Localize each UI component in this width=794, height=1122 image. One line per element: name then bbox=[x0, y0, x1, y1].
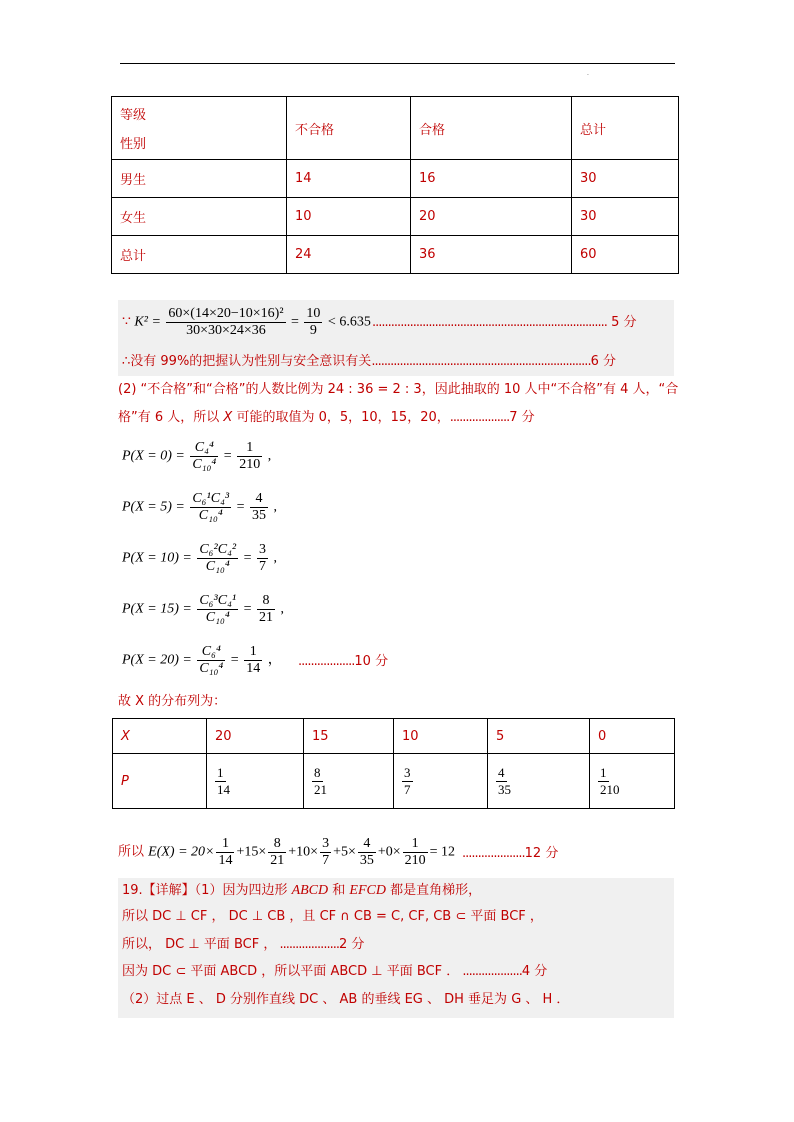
result-den: 21 bbox=[259, 610, 274, 625]
part2-text-b: 可能的取值为 0，5，10，15，20， bbox=[232, 410, 450, 425]
tail-comma: , bbox=[267, 448, 272, 464]
expect-term: +15× bbox=[236, 844, 267, 860]
frac-num: 1 bbox=[403, 836, 428, 853]
comb-num: C₆¹C₄³ bbox=[192, 491, 230, 506]
frac-num: 4 bbox=[358, 836, 376, 853]
frac-den: 210 bbox=[404, 853, 426, 868]
cell-num: 1 bbox=[217, 764, 224, 780]
table-row bbox=[113, 754, 675, 809]
expect-result: = 12 bbox=[429, 844, 456, 860]
score-2: 2 分 bbox=[338, 937, 365, 952]
comb-den: C₁₀⁴ bbox=[192, 457, 217, 472]
result-num: 1 bbox=[244, 644, 262, 661]
comb-num: C₆²C₄² bbox=[199, 542, 237, 557]
table-cell bbox=[394, 754, 488, 809]
part2-line1: (2) “不合格”和“合格”的人数比例为 24 : 36 = 2 : 3，因此抽取的 10 人中“不合格”有 4 人，“合 bbox=[118, 382, 679, 397]
k2-numerator: 60×(14×20−10×16)² bbox=[168, 306, 284, 321]
table-cell: 15 bbox=[304, 719, 394, 754]
table-cell: 16 bbox=[411, 160, 572, 198]
frac-den: 14 bbox=[218, 853, 233, 868]
corner-cell bbox=[112, 97, 287, 160]
expect-lhs: E(X) = 20× bbox=[148, 844, 215, 860]
q19-text: 所以， DC ⊥ 平面 BCF ， bbox=[122, 937, 277, 952]
col-header: 不合格 bbox=[287, 97, 411, 160]
k2-lhs: K² = bbox=[134, 314, 161, 330]
result-fraction bbox=[244, 644, 262, 677]
frac-num: 3 bbox=[322, 836, 330, 851]
table-cell bbox=[590, 754, 675, 809]
table-row bbox=[112, 198, 679, 236]
comb-num: C₆⁴ bbox=[197, 644, 225, 661]
row-label: X bbox=[113, 719, 207, 754]
k2-leader: ........................................................................... 5 分 bbox=[372, 315, 637, 330]
k2-conclusion: ∴没有 99%的把握认为性别与安全意识有关......................................................................6 分 bbox=[122, 354, 616, 369]
frac-num: 1 bbox=[216, 836, 234, 853]
header-marker: . bbox=[587, 70, 589, 77]
distribution-table bbox=[112, 718, 675, 809]
col-header: 总计 bbox=[572, 97, 679, 160]
comb-den: C₁₀⁴ bbox=[198, 508, 223, 523]
result-den: 210 bbox=[239, 457, 261, 472]
k2-value-den: 9 bbox=[309, 323, 317, 338]
q19-line5: （2）过点 E 、 D 分别作直线 DC 、 AB 的垂线 EG 、 DH 垂足为 G 、 H ． bbox=[122, 992, 570, 1007]
q19-shape-efcd: EFCD bbox=[349, 883, 386, 898]
table-cell: 10 bbox=[394, 719, 488, 754]
equals-sign: = bbox=[291, 314, 299, 330]
table-header-row bbox=[112, 97, 679, 160]
k2-compare: < 6.635 bbox=[327, 314, 371, 330]
cell-num: 8 bbox=[314, 764, 321, 780]
comb-den: C₁₀⁴ bbox=[205, 559, 230, 574]
table-cell: 60 bbox=[572, 236, 679, 274]
cell-den: 7 bbox=[404, 781, 411, 797]
comb-den: C₁₀⁴ bbox=[199, 661, 224, 676]
row-label: P bbox=[113, 754, 207, 809]
result-fraction bbox=[257, 593, 275, 626]
k2-value-fraction bbox=[304, 306, 322, 339]
header-rule bbox=[120, 63, 675, 64]
table-cell: 14 bbox=[287, 160, 411, 198]
comb-fraction bbox=[197, 644, 225, 677]
row-label: 男生 bbox=[112, 160, 287, 198]
frac-den: 7 bbox=[322, 853, 330, 868]
q19-text: 19.【详解】（1）因为四边形 bbox=[122, 883, 292, 898]
q19-line3: 所以， DC ⊥ 平面 BCF ， ...................2 分 bbox=[122, 937, 365, 952]
score-12: 12 分 bbox=[524, 846, 559, 861]
result-fraction bbox=[250, 491, 268, 524]
frac-den: 21 bbox=[270, 853, 285, 868]
row-label: 总计 bbox=[112, 236, 287, 274]
cell-num: 3 bbox=[404, 764, 411, 780]
expect-frac bbox=[268, 836, 286, 869]
conclusion-text: ∴没有 99%的把握认为性别与安全意识有关 bbox=[122, 354, 372, 369]
table-cell bbox=[304, 754, 394, 809]
comb-fraction bbox=[197, 542, 238, 575]
table-cell: 24 bbox=[287, 236, 411, 274]
comb-fraction bbox=[190, 491, 231, 524]
comb-fraction bbox=[197, 593, 238, 626]
k2-value-num: 10 bbox=[306, 306, 321, 321]
prob-x20: P(X = 20) = $\frac{\text{C₆⁴}}{\text{C₁₀⁴}}$ = $\frac{1}{14}$ ， bbox=[122, 644, 282, 676]
q19-text: 因为 DC ⊂ 平面 ABCD ，所以平面 ABCD ⊥ 平面 BCF ． bbox=[122, 964, 460, 979]
cell-num: 1 bbox=[600, 764, 607, 780]
expect-frac bbox=[358, 836, 376, 869]
result-num: 1 bbox=[237, 440, 262, 457]
k2-formula bbox=[122, 306, 371, 339]
cell-den: 210 bbox=[600, 781, 620, 797]
prob-x10: P(X = 10) = $\frac{\text{C₆²C₄²}}{\text{C₁₀⁴}}$ = $\frac{3}{7}$ , bbox=[122, 542, 278, 574]
header-level-label: 等级 bbox=[120, 108, 147, 123]
frac-num: 8 bbox=[268, 836, 286, 853]
q19-line4: 因为 DC ⊂ 平面 ABCD ，所以平面 ABCD ⊥ 平面 BCF ． ...................4 分 bbox=[122, 964, 548, 979]
result-den: 7 bbox=[259, 559, 267, 574]
cell-den: 35 bbox=[498, 781, 511, 797]
score-5: 5 分 bbox=[611, 315, 637, 330]
result-num: 3 bbox=[259, 542, 267, 557]
part2-line2: 格”有 6 人，所以 X 可能的取值为 0，5，10，15，20，...................7 分 bbox=[118, 410, 535, 425]
table-cell: 20 bbox=[207, 719, 304, 754]
prob-lhs: P(X = 15) = bbox=[122, 601, 192, 617]
score-10-line: ..................10 分 bbox=[298, 654, 389, 669]
result-num: 4 bbox=[250, 491, 268, 508]
table-row bbox=[112, 160, 679, 198]
row-label: 女生 bbox=[112, 198, 287, 236]
prob-lhs: P(X = 10) = bbox=[122, 550, 192, 566]
table-cell: 20 bbox=[411, 198, 572, 236]
expect-term: +0× bbox=[377, 844, 401, 860]
prob-lhs: P(X = 20) = bbox=[122, 652, 192, 668]
table-cell: 36 bbox=[411, 236, 572, 274]
table-cell: 0 bbox=[590, 719, 675, 754]
table-row bbox=[112, 236, 679, 274]
cell-num: 4 bbox=[498, 764, 505, 780]
table-cell: 30 bbox=[572, 160, 679, 198]
contingency-table bbox=[111, 96, 679, 274]
expect-frac bbox=[403, 836, 428, 869]
table-row bbox=[113, 719, 675, 754]
result-num: 8 bbox=[257, 593, 275, 610]
prob-x0: P(X = 0) = $\frac{\text{C₄⁴}}{\text{C₁₀⁴}}$ = $\frac{1}{210}$ , bbox=[122, 440, 272, 472]
comb-num: C₄⁴ bbox=[190, 440, 218, 457]
result-fraction bbox=[237, 440, 262, 473]
var-x: X bbox=[223, 410, 233, 425]
table-cell bbox=[207, 754, 304, 809]
comb-fraction bbox=[190, 440, 218, 473]
result-den: 35 bbox=[252, 508, 267, 523]
table-cell: 5 bbox=[488, 719, 590, 754]
score-6: 6 分 bbox=[590, 354, 616, 369]
expect-frac bbox=[216, 836, 234, 869]
score-10: 10 分 bbox=[354, 654, 389, 669]
because-symbol: ∵ bbox=[122, 314, 131, 330]
comb-den: C₁₀⁴ bbox=[205, 610, 230, 625]
expect-term: +5× bbox=[333, 844, 356, 860]
frac-den: 35 bbox=[359, 853, 374, 868]
q19-line2: 所以 DC ⊥ CF ， DC ⊥ CB ，且 CF ∩ CB = C, CF, CB ⊂ 平面 BCF ， bbox=[122, 909, 543, 924]
score-4: 4 分 bbox=[521, 964, 548, 979]
result-fraction bbox=[257, 542, 268, 575]
result-den: 14 bbox=[246, 661, 261, 676]
tail-comma: , bbox=[280, 601, 285, 617]
expect-prefix: 所以 bbox=[118, 844, 149, 860]
q19-text: 和 bbox=[328, 883, 350, 898]
k2-fraction bbox=[166, 306, 285, 339]
expect-frac bbox=[320, 836, 331, 869]
prob-lhs: P(X = 0) = bbox=[122, 448, 185, 464]
score-12-line: ....................12 分 bbox=[462, 846, 559, 861]
header-gender-label: 性别 bbox=[120, 137, 147, 152]
tail-comma: , bbox=[273, 550, 278, 566]
score-7: 7 分 bbox=[509, 410, 535, 425]
prob-x5: P(X = 5) = $\frac{\text{C₆¹C₄³}}{\text{C₁₀⁴}}$ = $\frac{4}{35}$ , bbox=[122, 491, 278, 523]
q19-line1 bbox=[122, 882, 481, 900]
tail-comma: ， bbox=[267, 652, 282, 668]
col-header: 合格 bbox=[411, 97, 572, 160]
table-cell: 30 bbox=[572, 198, 679, 236]
table-cell: 10 bbox=[287, 198, 411, 236]
tail-comma: , bbox=[273, 499, 278, 515]
cell-den: 21 bbox=[314, 781, 327, 797]
comb-num: C₆³C₄¹ bbox=[199, 593, 237, 608]
part2-text-a: 格”有 6 人，所以 bbox=[118, 410, 224, 425]
q19-text: 都是直角梯形， bbox=[385, 883, 482, 898]
distribution-intro: 故 X 的分布列为： bbox=[118, 694, 227, 709]
prob-lhs: P(X = 5) = bbox=[122, 499, 185, 515]
expectation-line bbox=[118, 836, 455, 869]
q19-shape-abcd: ABCD bbox=[291, 883, 329, 898]
k2-denominator: 30×30×24×36 bbox=[186, 323, 266, 338]
expect-term: +10× bbox=[288, 844, 319, 860]
table-cell bbox=[488, 754, 590, 809]
cell-den: 14 bbox=[217, 781, 230, 797]
prob-x15: P(X = 15) = $\frac{\text{C₆³C₄¹}}{\text{C₁₀⁴}}$ = $\frac{8}{21}$ , bbox=[122, 593, 285, 625]
